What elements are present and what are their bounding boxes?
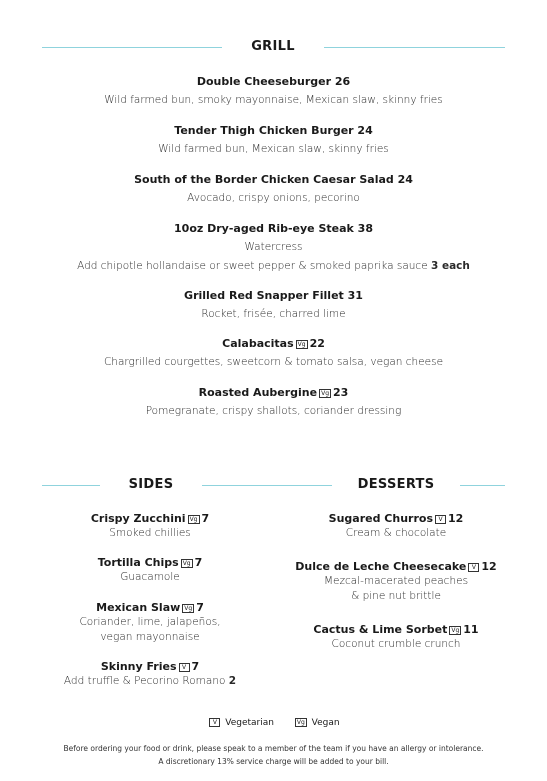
item-desc: Wild farmed bun, smoky mayonnaise, Mexican slaw, skinny fries — [104, 94, 443, 106]
grill-item-1 — [0, 74, 547, 108]
desserts-item-1 — [296, 511, 496, 541]
item-extra — [0, 259, 547, 274]
item-price: 7 — [194, 556, 203, 569]
grill-item-7 — [0, 385, 547, 419]
sides-item-4 — [50, 659, 250, 689]
item-name: Tender Thigh Chicken Burger 24 — [174, 124, 373, 137]
item-name: Dulce de Leche Cheesecake — [295, 560, 467, 573]
grill-heading: GRILL — [251, 39, 295, 54]
legend-vegetarian — [207, 718, 274, 728]
vegan-badge-icon: Vg — [182, 560, 191, 567]
item-extra-price: 3 each — [431, 260, 470, 272]
item-name-row — [0, 336, 547, 351]
item-name: Grilled Red Snapper Fillet 31 — [184, 289, 363, 302]
item-desc-price: 2 — [228, 675, 237, 687]
item-name: Sugared Churros — [328, 512, 433, 525]
sides-item-1 — [50, 511, 250, 541]
grill-item-3 — [0, 172, 547, 206]
item-desc: Chargrilled courgettes, sweetcorn & tomato salsa, vegan cheese — [103, 356, 444, 368]
legend-vegetarian-label: Vegetarian — [225, 718, 274, 728]
item-desc — [50, 674, 250, 689]
item-desc: Watercress — [244, 241, 303, 253]
service-charge-notice: A discretionary 13% service charge will be added to your bill. — [158, 757, 389, 766]
vegan-badge-icon: Vg — [451, 627, 460, 634]
grill-item-4 — [0, 221, 547, 274]
legend-vegan — [293, 718, 340, 728]
item-name: Cactus & Lime Sorbet — [313, 623, 448, 636]
grill-rule-right — [324, 47, 505, 48]
item-desc: Smoked chillies — [109, 527, 191, 539]
item-name-row — [50, 555, 250, 570]
footer-notice — [0, 742, 547, 768]
item-name-row — [0, 385, 547, 400]
vegan-badge-icon: Vg — [296, 719, 305, 726]
item-name-row — [286, 559, 506, 574]
desserts-rule-right — [460, 485, 505, 486]
sides-heading: SIDES — [128, 477, 174, 492]
legend-vegan-label: Vegan — [311, 718, 340, 728]
item-desc-line1: Mezcal-macerated peaches — [323, 575, 469, 587]
vegan-badge-icon: Vg — [189, 516, 198, 523]
item-name: South of the Border Chicken Caesar Salad 24 — [134, 173, 413, 186]
diet-legend — [0, 718, 547, 728]
sides-rule-right — [202, 485, 332, 486]
sides-item-3 — [50, 600, 250, 645]
item-name: Mexican Slaw — [96, 601, 181, 614]
item-name: Roasted Aubergine — [198, 386, 318, 399]
item-name: Calabacitas — [222, 337, 294, 350]
item-desc: Avocado, crispy onions, pecorino — [187, 192, 360, 204]
sides-rule-left — [42, 485, 100, 486]
vegetarian-badge-icon: V — [468, 563, 479, 572]
desserts-item-2 — [286, 559, 506, 604]
item-name-row — [296, 511, 496, 526]
vegetarian-badge-icon: V — [179, 663, 190, 672]
item-desc: Pomegranate, crispy shallots, coriander dressing — [145, 405, 402, 417]
item-desc: Rocket, frisée, charred lime — [201, 308, 346, 320]
item-name-row — [50, 659, 250, 674]
item-desc: Wild farmed bun, Mexican slaw, skinny fries — [158, 143, 389, 155]
item-name-row — [296, 622, 496, 637]
grill-item-5 — [0, 288, 547, 322]
item-desc-line1: Coriander, lime, jalapeños, — [79, 616, 221, 628]
item-name-row — [50, 600, 250, 615]
vegan-badge-icon: Vg — [184, 605, 193, 612]
vegetarian-badge-icon: V — [209, 718, 220, 727]
item-price: 11 — [463, 623, 479, 636]
item-name: Crispy Zucchini — [90, 512, 186, 525]
desserts-item-3 — [296, 622, 496, 652]
item-price: 22 — [309, 337, 325, 350]
item-name: Tortilla Chips — [97, 556, 179, 569]
item-name: Skinny Fries — [100, 660, 177, 673]
item-desc-line2: vegan mayonnaise — [100, 631, 200, 643]
item-name: Double Cheeseburger 26 — [196, 75, 351, 88]
item-price: 7 — [201, 512, 210, 525]
vegetarian-badge-icon: V — [435, 515, 446, 524]
item-name: 10oz Dry-aged Rib-eye Steak 38 — [174, 222, 373, 235]
allergy-notice: Before ordering your food or drink, please speak to a member of the team if you have an allergy or intolerance. — [63, 744, 484, 753]
item-desc-line2: & pine nut brittle — [351, 590, 441, 602]
vegan-badge-icon: Vg — [297, 341, 306, 348]
desserts-heading: DESSERTS — [357, 477, 435, 492]
grill-item-2 — [0, 123, 547, 157]
item-price: 12 — [481, 560, 497, 573]
item-price: 7 — [196, 601, 204, 614]
item-desc: Coconut crumble crunch — [331, 638, 461, 650]
item-desc: Guacamole — [120, 571, 180, 583]
item-name-row — [50, 511, 250, 526]
item-extra-text: Add chipotle hollandaise or sweet pepper & smoked paprika sauce — [77, 260, 428, 272]
grill-item-6 — [0, 336, 547, 370]
grill-rule-left — [42, 47, 222, 48]
item-desc-text: Add truffle & Pecorino Romano — [63, 675, 226, 687]
sides-item-2 — [50, 555, 250, 585]
item-price: 7 — [191, 660, 200, 673]
item-desc: Cream & chocolate — [345, 527, 447, 539]
item-price: 12 — [448, 512, 464, 525]
item-price: 23 — [333, 386, 349, 399]
vegan-badge-icon: Vg — [321, 390, 330, 397]
